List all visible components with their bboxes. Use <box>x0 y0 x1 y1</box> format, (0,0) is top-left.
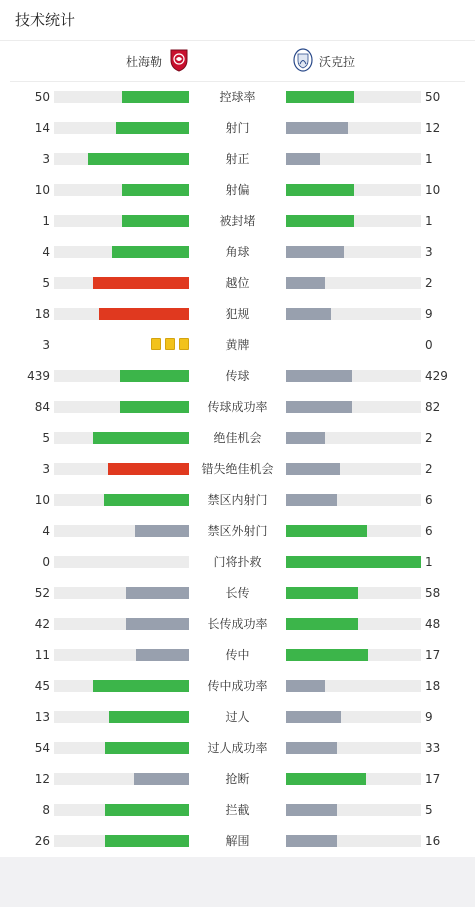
home-stat-value: 50 <box>34 90 50 104</box>
home-stat-bar <box>54 184 189 196</box>
home-stat-value: 3 <box>42 462 50 476</box>
stat-row <box>0 298 475 329</box>
stat-label: 门将扑救 <box>213 555 262 569</box>
stat-row <box>0 422 475 453</box>
stat-row <box>0 825 475 856</box>
away-stat-bar-fill <box>286 277 325 289</box>
home-stat-bar-fill <box>134 773 189 785</box>
away-stat-bar <box>286 587 421 599</box>
home-stat-bar <box>54 680 189 692</box>
home-stat-bar <box>54 277 189 289</box>
away-stat-bar-fill <box>286 649 368 661</box>
away-stat-value: 3 <box>425 245 433 259</box>
home-stat-bar-fill <box>112 246 189 258</box>
stat-label: 被封堵 <box>219 214 256 228</box>
home-stat-bar-fill <box>122 184 190 196</box>
home-stat-value: 10 <box>34 183 50 197</box>
home-stat-value: 4 <box>42 245 50 259</box>
home-stat-value: 18 <box>34 307 50 321</box>
away-stat-value: 10 <box>425 183 441 197</box>
away-stat-value: 9 <box>425 307 433 321</box>
home-stat-bar-fill <box>126 587 189 599</box>
stat-label: 射正 <box>225 152 250 166</box>
stat-row <box>0 81 475 112</box>
home-team[interactable] <box>126 50 190 72</box>
away-stat-bar <box>286 742 421 754</box>
away-stat-bar <box>286 432 421 444</box>
home-stat-bar <box>54 618 189 630</box>
stat-label: 犯规 <box>225 307 250 321</box>
away-team-name: 沃克拉 <box>319 54 356 69</box>
home-stat-bar-fill <box>122 215 190 227</box>
stat-label: 传球成功率 <box>207 400 268 414</box>
home-stat-bar <box>54 122 189 134</box>
away-stat-bar <box>286 711 421 723</box>
away-stat-value: 12 <box>425 121 441 135</box>
stat-row <box>0 732 475 763</box>
away-stat-value: 6 <box>425 524 433 538</box>
home-stat-value: 12 <box>34 772 50 786</box>
stat-row <box>0 329 475 360</box>
home-stat-bar-fill <box>120 370 189 382</box>
stat-row <box>0 360 475 391</box>
yellow-card-icon <box>165 338 175 350</box>
away-stat-bar-fill <box>286 804 337 816</box>
home-stat-bar-fill <box>120 401 189 413</box>
away-team[interactable] <box>293 50 355 72</box>
away-stat-bar-fill <box>286 618 358 630</box>
home-stat-bar <box>54 525 189 537</box>
away-stat-bar <box>286 773 421 785</box>
home-stat-bar-fill <box>105 835 189 847</box>
away-stat-bar-fill <box>286 835 337 847</box>
home-stat-value: 45 <box>34 679 50 693</box>
away-stat-bar-fill <box>286 525 367 537</box>
stat-row <box>0 236 475 267</box>
away-stat-bar-fill <box>286 494 337 506</box>
stat-row <box>0 794 475 825</box>
home-stat-value: 52 <box>34 586 50 600</box>
away-stat-bar <box>286 246 421 258</box>
home-stat-bar <box>54 463 189 475</box>
home-stat-bar <box>54 711 189 723</box>
home-stat-bar-fill <box>116 122 189 134</box>
stat-label: 过人 <box>225 710 250 724</box>
yellow-card-icon <box>179 338 189 350</box>
stat-row <box>0 112 475 143</box>
stat-row <box>0 174 475 205</box>
away-stat-value: 16 <box>425 834 441 848</box>
stat-label: 长传 <box>225 586 250 600</box>
away-stat-value: 48 <box>425 617 441 631</box>
stats-list <box>0 81 475 856</box>
home-stat-value: 3 <box>42 338 50 352</box>
stat-row <box>0 546 475 577</box>
away-stat-value: 2 <box>425 276 433 290</box>
away-stat-value: 5 <box>425 803 433 817</box>
away-stat-bar <box>286 91 421 103</box>
away-stat-value: 18 <box>425 679 441 693</box>
away-stat-bar <box>286 277 421 289</box>
home-stat-bar-fill <box>136 649 189 661</box>
away-stat-bar <box>286 494 421 506</box>
stat-label: 射门 <box>225 121 250 135</box>
home-stat-value: 10 <box>34 493 50 507</box>
away-stat-value: 17 <box>425 772 441 786</box>
home-stat-bar <box>54 773 189 785</box>
home-stat-value: 13 <box>34 710 50 724</box>
away-stat-value: 1 <box>425 555 433 569</box>
stat-row <box>0 515 475 546</box>
home-stat-bar-fill <box>93 277 189 289</box>
home-stat-bar-fill <box>122 91 190 103</box>
stat-row <box>0 205 475 236</box>
away-stat-bar <box>286 804 421 816</box>
away-stat-bar <box>286 680 421 692</box>
home-team-crest-icon <box>168 48 190 75</box>
home-stat-bar <box>54 308 189 320</box>
home-stat-bar <box>54 649 189 661</box>
away-stat-bar <box>286 463 421 475</box>
away-stat-value: 33 <box>425 741 441 755</box>
yellow-card-icon <box>151 338 161 350</box>
home-stat-bar <box>54 370 189 382</box>
stat-label: 禁区内射门 <box>207 493 268 507</box>
home-stat-bar <box>54 153 189 165</box>
away-stat-value: 2 <box>425 462 433 476</box>
home-stat-bar-fill <box>109 711 189 723</box>
home-stat-bar-fill <box>88 153 189 165</box>
away-stat-bar-fill <box>286 587 358 599</box>
stat-row <box>0 143 475 174</box>
stat-label: 越位 <box>225 276 250 290</box>
away-stat-value: 6 <box>425 493 433 507</box>
away-stat-bar <box>286 370 421 382</box>
away-stat-bar-fill <box>286 246 344 258</box>
home-stat-value: 1 <box>42 214 50 228</box>
away-stat-value: 2 <box>425 431 433 445</box>
home-stat-bar <box>54 246 189 258</box>
home-stat-bar-fill <box>104 494 189 506</box>
away-stat-bar-fill <box>286 122 348 134</box>
home-stat-bar-fill <box>108 463 189 475</box>
home-stat-bar <box>54 401 189 413</box>
home-stat-value: 26 <box>34 834 50 848</box>
stat-row <box>0 577 475 608</box>
home-stat-value: 5 <box>42 431 50 445</box>
stat-label: 解围 <box>225 834 250 848</box>
home-stat-value: 8 <box>42 803 50 817</box>
away-stat-bar-fill <box>286 308 331 320</box>
divider <box>0 40 475 41</box>
away-stat-bar-fill <box>286 463 340 475</box>
away-stat-value: 9 <box>425 710 433 724</box>
home-stat-value: 4 <box>42 524 50 538</box>
home-stat-bar <box>54 215 189 227</box>
home-stat-bar-fill <box>105 742 189 754</box>
stat-label: 传中 <box>225 648 250 662</box>
away-stat-bar-fill <box>286 773 366 785</box>
away-stat-value: 82 <box>425 400 441 414</box>
home-stat-bar-fill <box>99 308 189 320</box>
away-stat-value: 1 <box>425 214 433 228</box>
stat-row <box>0 267 475 298</box>
home-stat-bar-fill <box>135 525 189 537</box>
home-stat-bar <box>54 835 189 847</box>
home-stat-bar-fill <box>105 804 189 816</box>
away-stat-bar-fill <box>286 91 354 103</box>
away-stat-value: 58 <box>425 586 441 600</box>
away-stat-bar-fill <box>286 184 354 196</box>
stat-row <box>0 608 475 639</box>
stat-row <box>0 639 475 670</box>
stat-label: 角球 <box>225 245 250 259</box>
away-stat-bar <box>286 556 421 568</box>
away-stat-value: 1 <box>425 152 433 166</box>
away-stat-bar-fill <box>286 711 341 723</box>
stat-label: 过人成功率 <box>207 741 268 755</box>
home-stat-value: 84 <box>34 400 50 414</box>
stat-row <box>0 391 475 422</box>
home-stat-value: 3 <box>42 152 50 166</box>
home-stat-bar <box>54 587 189 599</box>
home-team-name: 杜海勒 <box>126 54 163 69</box>
away-team-crest-icon <box>293 48 313 75</box>
home-stat-bar-fill <box>126 618 189 630</box>
away-stat-value: 17 <box>425 648 441 662</box>
away-stat-bar-fill <box>286 153 320 165</box>
yellow-cards <box>151 338 189 350</box>
stat-label: 传中成功率 <box>207 679 268 693</box>
away-stat-value: 0 <box>425 338 433 352</box>
away-stat-bar <box>286 184 421 196</box>
stat-label: 传球 <box>225 369 250 383</box>
away-stat-bar <box>286 525 421 537</box>
stat-row <box>0 701 475 732</box>
home-stat-value: 14 <box>34 121 50 135</box>
home-stat-bar-fill <box>93 432 189 444</box>
stat-label: 黄牌 <box>225 338 250 352</box>
stat-row <box>0 763 475 794</box>
away-stat-bar <box>286 401 421 413</box>
stat-label: 射偏 <box>225 183 250 197</box>
stat-row <box>0 484 475 515</box>
away-stat-value: 50 <box>425 90 441 104</box>
away-stat-bar <box>286 215 421 227</box>
home-stat-value: 439 <box>27 369 50 383</box>
stat-label: 禁区外射门 <box>207 524 268 538</box>
page-title: 技术统计 <box>15 11 76 29</box>
away-stat-bar <box>286 618 421 630</box>
home-stat-bar <box>54 432 189 444</box>
home-stat-bar <box>54 494 189 506</box>
away-stat-bar-fill <box>286 401 352 413</box>
stat-label: 控球率 <box>219 90 256 104</box>
away-stat-bar-fill <box>286 432 325 444</box>
away-stat-bar-fill <box>286 556 421 568</box>
stat-label: 拦截 <box>225 803 250 817</box>
away-stat-bar <box>286 649 421 661</box>
away-stat-bar <box>286 153 421 165</box>
home-stat-value: 42 <box>34 617 50 631</box>
home-stat-value: 54 <box>34 741 50 755</box>
away-stat-bar-fill <box>286 370 352 382</box>
stat-label: 绝佳机会 <box>213 431 262 445</box>
away-stat-bar-fill <box>286 742 337 754</box>
away-stat-bar <box>286 122 421 134</box>
stat-label: 长传成功率 <box>207 617 268 631</box>
stat-label: 抢断 <box>225 772 250 786</box>
stat-row <box>0 670 475 701</box>
away-stat-bar-fill <box>286 215 354 227</box>
home-stat-bar <box>54 742 189 754</box>
home-stat-value: 5 <box>42 276 50 290</box>
home-stat-bar <box>54 556 189 568</box>
home-stat-bar <box>54 804 189 816</box>
stat-row <box>0 453 475 484</box>
home-stat-bar <box>54 91 189 103</box>
away-stat-bar-fill <box>286 680 325 692</box>
away-stat-value: 429 <box>425 369 448 383</box>
away-stat-bar <box>286 835 421 847</box>
home-stat-value: 0 <box>42 555 50 569</box>
away-stat-bar <box>286 308 421 320</box>
stat-label: 错失绝佳机会 <box>201 462 274 476</box>
home-stat-value: 11 <box>34 648 50 662</box>
home-stat-bar-fill <box>93 680 189 692</box>
